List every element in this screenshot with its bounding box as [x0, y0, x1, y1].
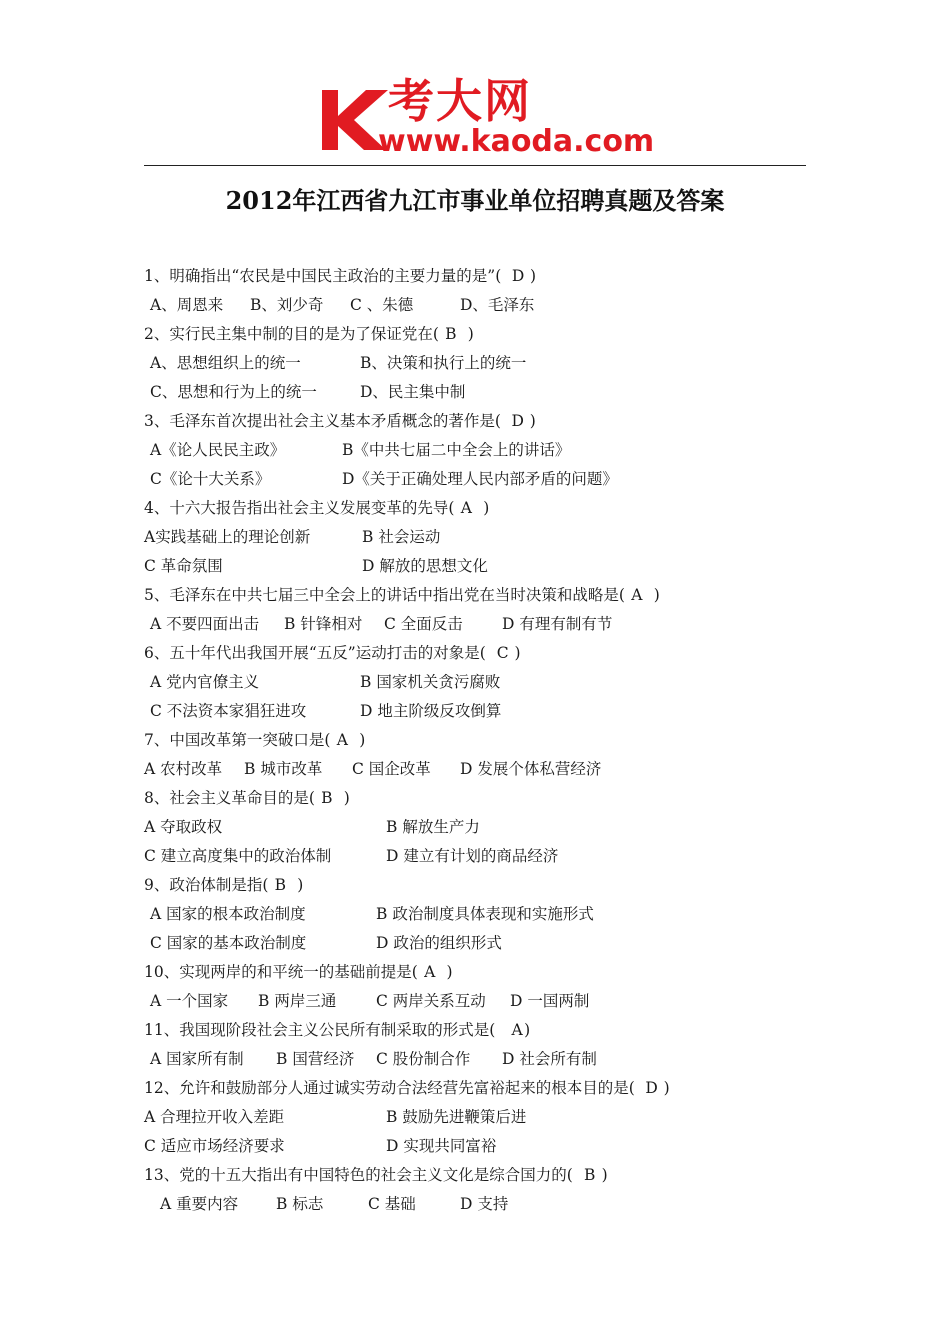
answer-option: A 合理拉开收入差距 [144, 1108, 285, 1126]
answer-option: A 一个国家 [150, 992, 229, 1010]
answer-option: B 针锋相对 [284, 615, 363, 633]
answer-option: A《论人民民主政》 [150, 441, 286, 459]
option-row [144, 813, 804, 842]
question-text: 10、实现两岸的和平统一的基础前提是( [144, 963, 423, 981]
option-row [144, 436, 804, 465]
answer-option: A 重要内容 [160, 1195, 239, 1213]
answer-letter: A [424, 963, 436, 981]
question-text: 1、明确指出“农民是中国民主政治的主要力量的是”( [144, 267, 512, 285]
option-row [144, 291, 804, 320]
question-stem [144, 958, 804, 987]
answer-option: C 股份制合作 [376, 1050, 471, 1068]
answer-option: B 城市改革 [244, 760, 323, 778]
answer-option: B 政治制度具体表现和实施形式 [376, 905, 594, 923]
option-row [144, 755, 804, 784]
answer-option: D、毛泽东 [460, 296, 535, 314]
question-text-end: ) [457, 325, 474, 343]
question-stem [144, 784, 804, 813]
answer-option: D 政治的组织形式 [376, 934, 502, 952]
option-row [144, 610, 804, 639]
answer-option: D 社会所有制 [502, 1050, 597, 1068]
answer-option: C 不法资本家猖狂进攻 [150, 702, 307, 720]
answer-option: D 有理有制有节 [502, 615, 613, 633]
question-stem [144, 581, 804, 610]
logo-url-text: www.kaoda.com [378, 124, 655, 159]
answer-option: D 支持 [460, 1195, 509, 1213]
answer-option: A 农村改革 [144, 760, 223, 778]
answer-option: B 鼓励先进鞭策后进 [386, 1108, 527, 1126]
answer-option: D 发展个体私营经济 [460, 760, 602, 778]
answer-option: C 国家的基本政治制度 [150, 934, 307, 952]
answer-letter: B [321, 789, 333, 807]
option-row [144, 552, 804, 581]
answer-option: D《关于正确处理人民内部矛盾的问题》 [342, 470, 618, 488]
question-text-end: ) [349, 731, 366, 749]
answer-option: C、思想和行为上的统一 [150, 383, 317, 401]
question-text-end: ) [473, 499, 490, 517]
answer-option: B、决策和执行上的统一 [360, 354, 527, 372]
question-text: 3、毛泽东首次提出社会主义基本矛盾概念的著作是( [144, 412, 511, 430]
answer-option: C 两岸关系互动 [376, 992, 486, 1010]
question-stem [144, 407, 804, 436]
answer-letter: B [445, 325, 457, 343]
answer-option: D 一国两制 [510, 992, 590, 1010]
option-row [144, 349, 804, 378]
answer-option: A实践基础上的理论创新 [144, 528, 311, 546]
option-row [144, 900, 804, 929]
option-row [144, 378, 804, 407]
answer-option: C 适应市场经济要求 [144, 1137, 285, 1155]
question-text: 2、实行民主集中制的目的是为了保证党在( [144, 325, 444, 343]
question-text: 7、中国改革第一突破口是( [144, 731, 336, 749]
answer-option: C 革命氛围 [144, 557, 223, 575]
question-list [144, 262, 804, 1219]
option-row [144, 1103, 804, 1132]
question-stem [144, 871, 804, 900]
option-row [144, 697, 804, 726]
answer-option: D、民主集中制 [360, 383, 466, 401]
answer-option: B 国营经济 [276, 1050, 355, 1068]
question-text: 13、党的十五大指出有中国特色的社会主义文化是综合国力的( [144, 1166, 583, 1184]
answer-option: B 解放生产力 [386, 818, 480, 836]
answer-option: D 实现共同富裕 [386, 1137, 497, 1155]
kaoda-logo [318, 74, 655, 160]
answer-letter: C [496, 644, 509, 662]
option-row [144, 1190, 804, 1219]
answer-option: C 、朱德 [350, 296, 414, 314]
question-text-end: ) [436, 963, 453, 981]
answer-letter: A [631, 586, 643, 604]
question-stem [144, 494, 804, 523]
answer-letter: D [645, 1079, 658, 1097]
option-row [144, 929, 804, 958]
header-divider [144, 165, 806, 166]
option-row [144, 465, 804, 494]
question-stem [144, 1074, 804, 1103]
answer-option: B、刘少奇 [250, 296, 324, 314]
page-title: 2012年江西省九江市事业单位招聘真题及答案 [225, 186, 725, 215]
answer-option: C 国企改革 [352, 760, 431, 778]
answer-letter: A [336, 731, 348, 749]
question-text: 4、十六大报告指出社会主义发展变革的先导( [144, 499, 460, 517]
answer-option: C 基础 [368, 1195, 416, 1213]
answer-letter: D [511, 267, 525, 285]
answer-option: D 建立有计划的商品经济 [386, 847, 559, 865]
question-stem [144, 1016, 804, 1045]
question-text-end: ) [524, 412, 536, 430]
answer-option: C《论十大关系》 [150, 470, 271, 488]
question-stem [144, 1161, 804, 1190]
option-row [144, 523, 804, 552]
answer-option: B《中共七届二中全会上的讲话》 [342, 441, 571, 459]
answer-option: B 国家机关贪污腐败 [360, 673, 501, 691]
question-stem [144, 320, 804, 349]
question-text-end: ) [524, 1021, 531, 1039]
answer-option: B 两岸三通 [258, 992, 337, 1010]
answer-option: B 社会运动 [362, 528, 441, 546]
question-stem [144, 639, 804, 668]
answer-option: C 全面反击 [384, 615, 463, 633]
answer-option: D 解放的思想文化 [362, 557, 488, 575]
question-text: 9、政治体制是指( [144, 876, 274, 894]
question-text: 11、我国现阶段社会主义公民所有制采取的形式是( [144, 1021, 511, 1039]
answer-letter: A [460, 499, 472, 517]
question-text: 6、五十年代出我国开展“五反”运动打击的对象是( [144, 644, 496, 662]
answer-option: A、周恩来 [150, 296, 224, 314]
question-text-end: ) [333, 789, 350, 807]
option-row [144, 1045, 804, 1074]
answer-letter: B [583, 1166, 596, 1184]
answer-option: C 建立高度集中的政治体制 [144, 847, 332, 865]
question-text-end: ) [658, 1079, 670, 1097]
answer-option: A 国家所有制 [150, 1050, 244, 1068]
answer-option: D 地主阶级反攻倒算 [360, 702, 502, 720]
question-stem [144, 262, 804, 291]
option-row [144, 987, 804, 1016]
question-text-end: ) [287, 876, 304, 894]
question-stem [144, 726, 804, 755]
question-text-end: ) [509, 644, 521, 662]
option-row [144, 842, 804, 871]
answer-option: A 国家的根本政治制度 [150, 905, 306, 923]
question-text: 8、社会主义革命目的是( [144, 789, 320, 807]
question-text-end: ) [596, 1166, 608, 1184]
option-row [144, 1132, 804, 1161]
option-row [144, 668, 804, 697]
answer-option: A 不要四面出击 [150, 615, 260, 633]
answer-option: A 党内官僚主义 [150, 673, 260, 691]
answer-letter: A [511, 1021, 523, 1039]
question-text-end: ) [525, 267, 537, 285]
answer-option: A 夺取政权 [144, 818, 223, 836]
answer-letter: D [511, 412, 524, 430]
question-text-end: ) [643, 586, 660, 604]
question-text: 12、允许和鼓励部分人通过诚实劳动合法经营先富裕起来的根本目的是( [144, 1079, 645, 1097]
answer-option: A、思想组织上的统一 [150, 354, 301, 372]
answer-letter: B [274, 876, 287, 894]
question-text: 5、毛泽东在中共七届三中全会上的讲话中指出党在当时决策和战略是( [144, 586, 630, 604]
logo-chinese-text: 考大网 [388, 74, 532, 128]
answer-option: B 标志 [276, 1195, 324, 1213]
